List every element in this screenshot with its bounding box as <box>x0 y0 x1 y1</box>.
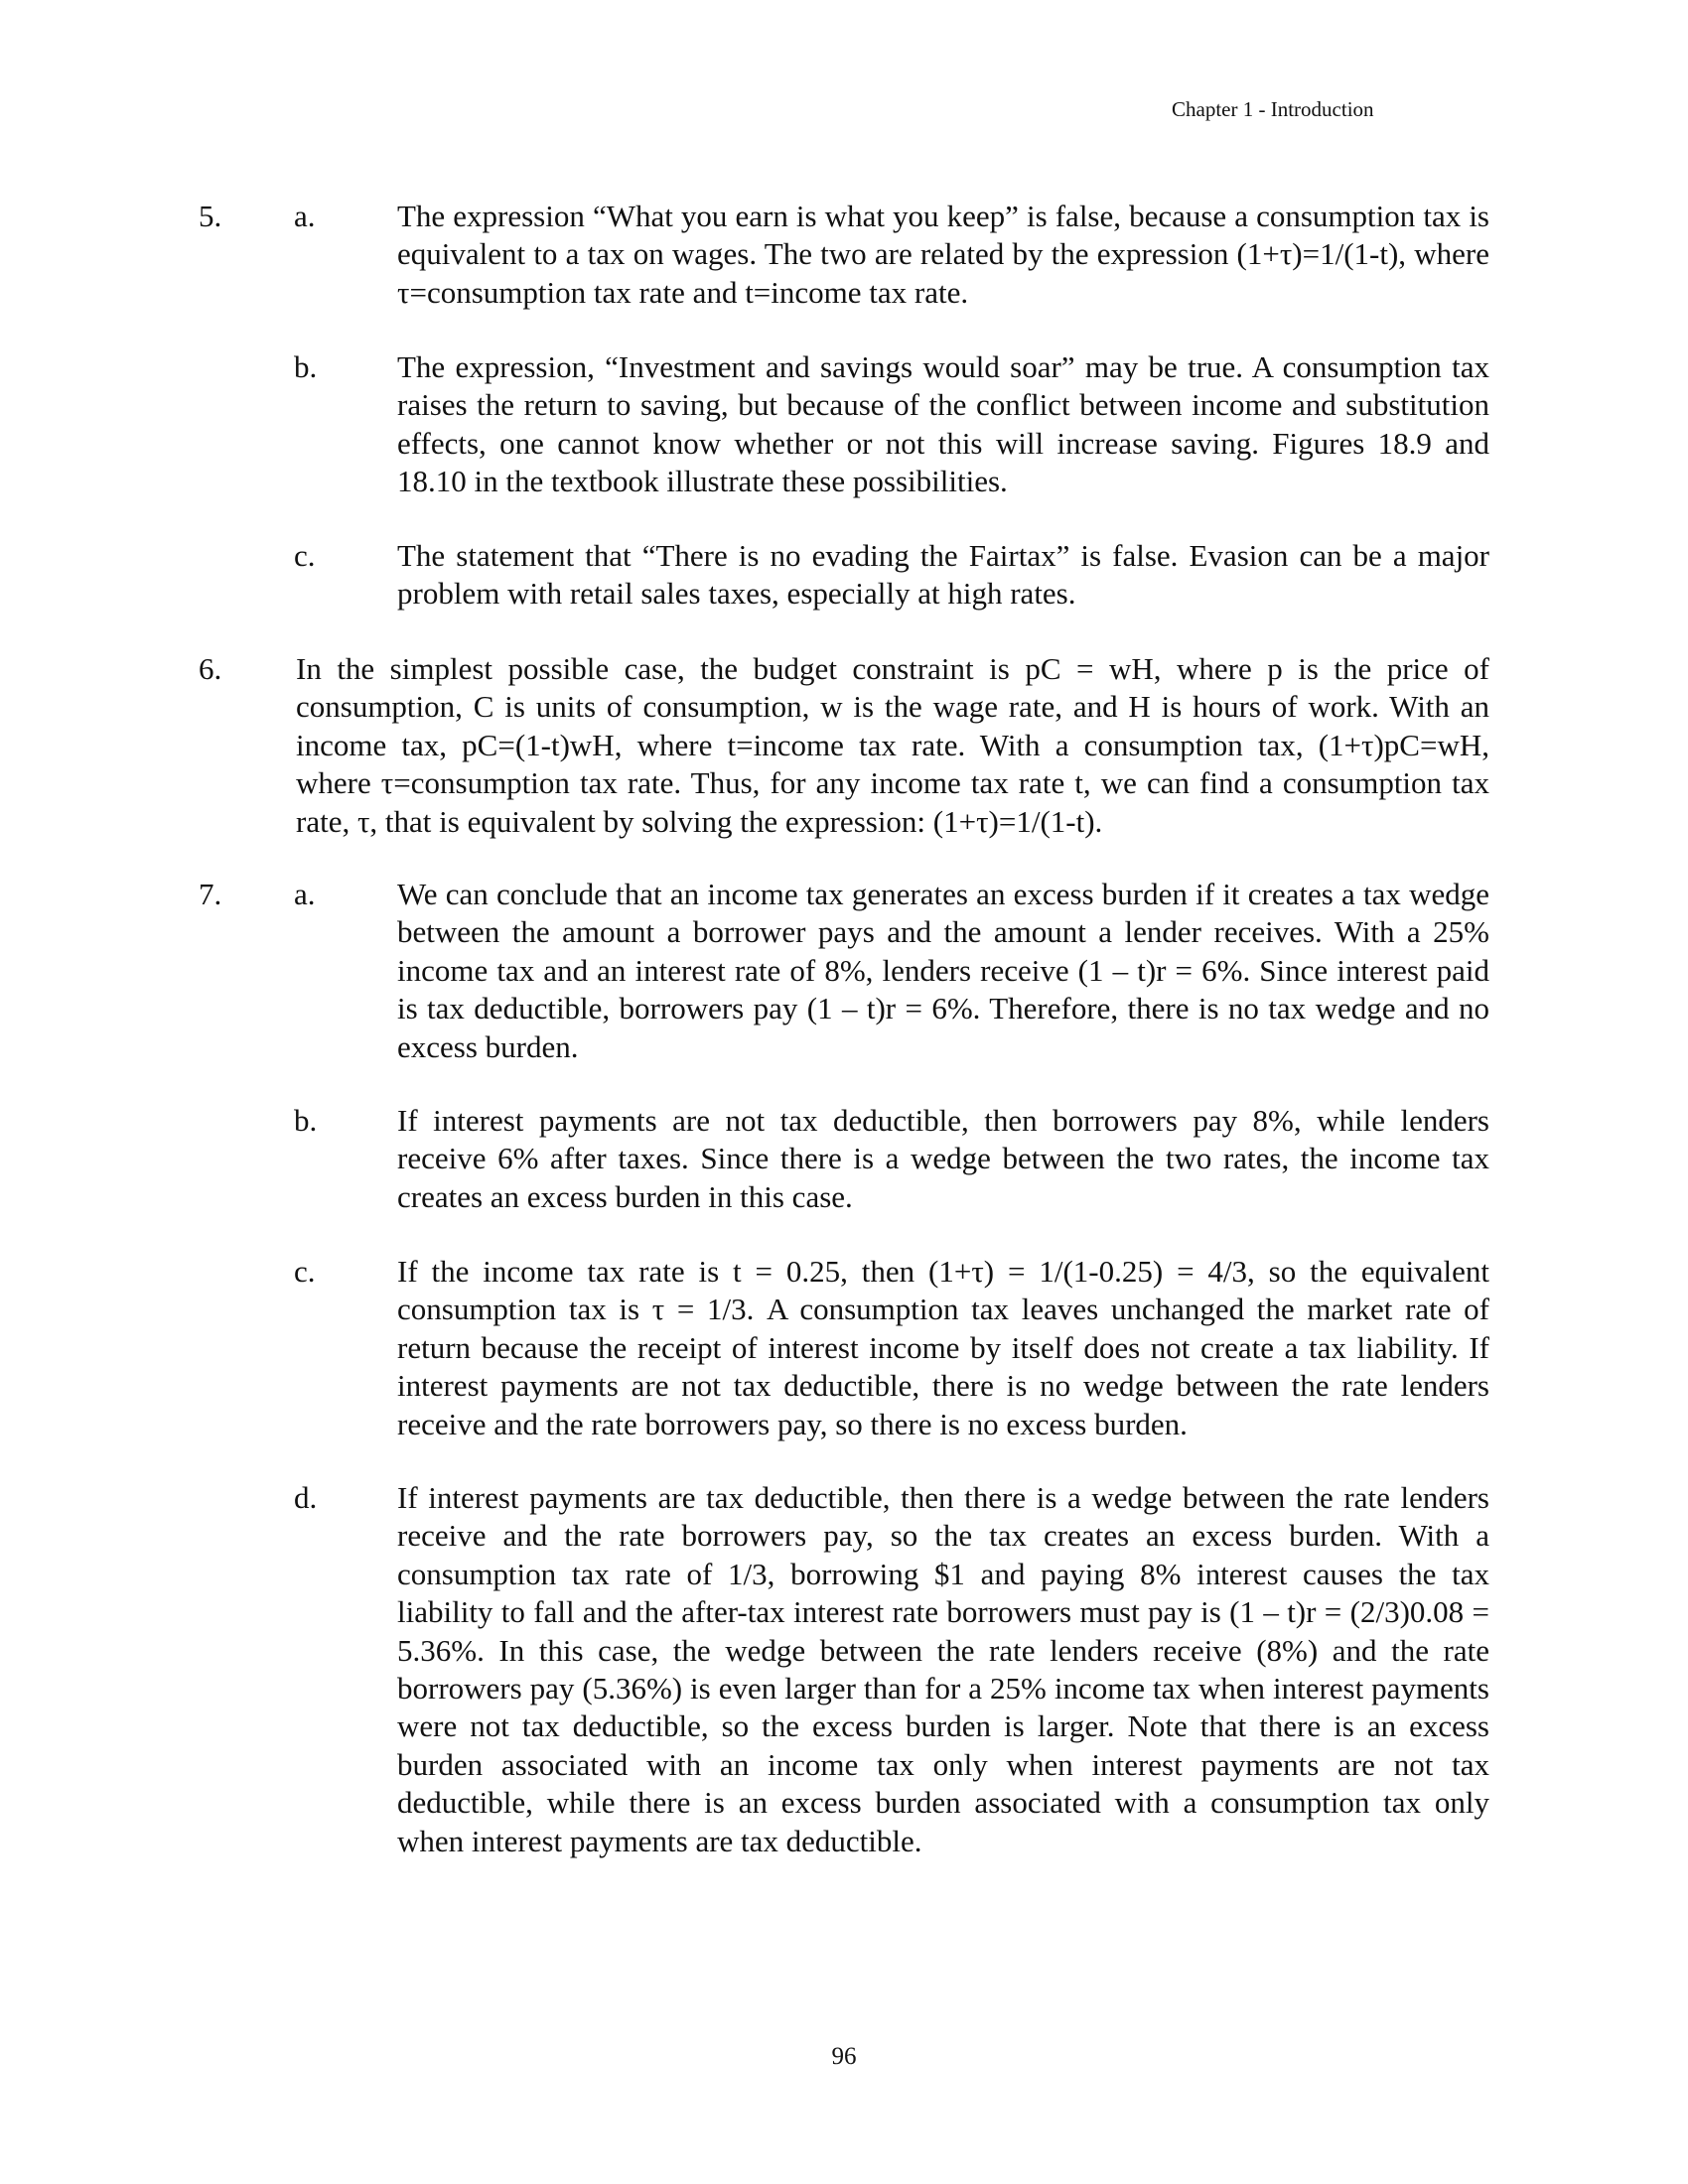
question-7-part-c-label: c. <box>294 1254 316 1289</box>
question-5-part-b-label: b. <box>294 349 318 384</box>
question-5-part-a-text: The expression “What you earn is what you keep” is false, because a consumption tax is equivalent to a tax on wages. The two are related by the expression (1+τ)=1/(1-t), where τ=consumption tax rate and t=income tax rate. <box>397 199 1489 310</box>
page-number: 96 <box>831 2043 857 2070</box>
question-7-part-c-text: If the income tax rate is t = 0.25, then (1+τ) = 1/(1-0.25) = 4/3, so the equivalent consumption tax is τ = 1/3. A consumption tax leaves unchanged the market rate of return because the receipt of interest income by itself does not create a tax liability. If interest payments are not tax deductible, there is no wedge between the rate lenders receive and the rate borrowers pay, so there is no excess burden. <box>397 1254 1489 1441</box>
question-5-part-a-label: a. <box>294 199 316 233</box>
running-header: Chapter 1 - Introduction <box>1172 97 1374 121</box>
question-7-part-b-text: If interest payments are not tax deductible, then borrowers pay 8%, while lenders receive 6% after taxes. Since there is a wedge between the two rates, the income tax creates an excess burden in this case. <box>397 1103 1489 1214</box>
question-7-part-a-label: a. <box>294 877 316 911</box>
question-7-part-b-label: b. <box>294 1103 318 1138</box>
question-6-number: 6. <box>199 651 222 686</box>
question-5-part-c-text: The statement that “There is no evading the Fairtax” is false. Evasion can be a major problem with retail sales taxes, especially at high rates. <box>397 538 1489 612</box>
question-7-part-d-text: If interest payments are tax deductible, then there is a wedge between the rate lenders receive and the rate borrowers pay, so the tax creates an excess burden. With a consumption tax rate of 1/3, borrowing $1 and paying 8% interest causes the tax liability to fall and the after-tax interest rate borrowers must pay is (1 – t)r = (2/3)0.08 = 5.36%. In this case, the wedge between the rate lenders receive (8%) and the rate borrowers pay (5.36%) is even larger than for a 25% income tax when interest payments were not tax deductible, so the excess burden is larger. Note that there is an excess burden associated with an income tax only when interest payments are not tax deductible, while there is an excess burden associated with a consumption tax only when interest payments are tax deductible. <box>397 1480 1489 1858</box>
question-7-part-a-text: We can conclude that an income tax generates an excess burden if it creates a tax wedge between the amount a borrower pays and the amount a lender receives. With a 25% income tax and an interest rate of 8%, lenders receive (1 – t)r = 6%. Since interest paid is tax deductible, borrowers pay (1 – t)r = 6%. Therefore, there is no tax wedge and no excess burden. <box>397 877 1489 1064</box>
question-7-part-d-label: d. <box>294 1480 318 1515</box>
question-6-text: In the simplest possible case, the budget constraint is pC = wH, where p is the price of consumption, C is units of consumption, w is the wage rate, and H is hours of work. With an income tax, pC=(1-t)wH, where t=income tax rate. With a consumption tax, (1+τ)pC=wH, where τ=consumption tax rate. Thus, for any income tax rate t, we can find a consumption tax rate, τ, that is equivalent by solving the expression: (1+τ)=1/(1-t). <box>296 651 1489 839</box>
question-5-part-b-text: The expression, “Investment and savings would soar” may be true. A consumption tax raises the return to saving, but because of the conflict between income and substitution effects, one cannot know whether or not this will increase saving. Figures 18.9 and 18.10 in the textbook illustrate these possibilities. <box>397 349 1489 499</box>
question-7-number: 7. <box>199 877 222 911</box>
question-5-part-c-label: c. <box>294 538 316 573</box>
question-5-number: 5. <box>199 199 222 233</box>
